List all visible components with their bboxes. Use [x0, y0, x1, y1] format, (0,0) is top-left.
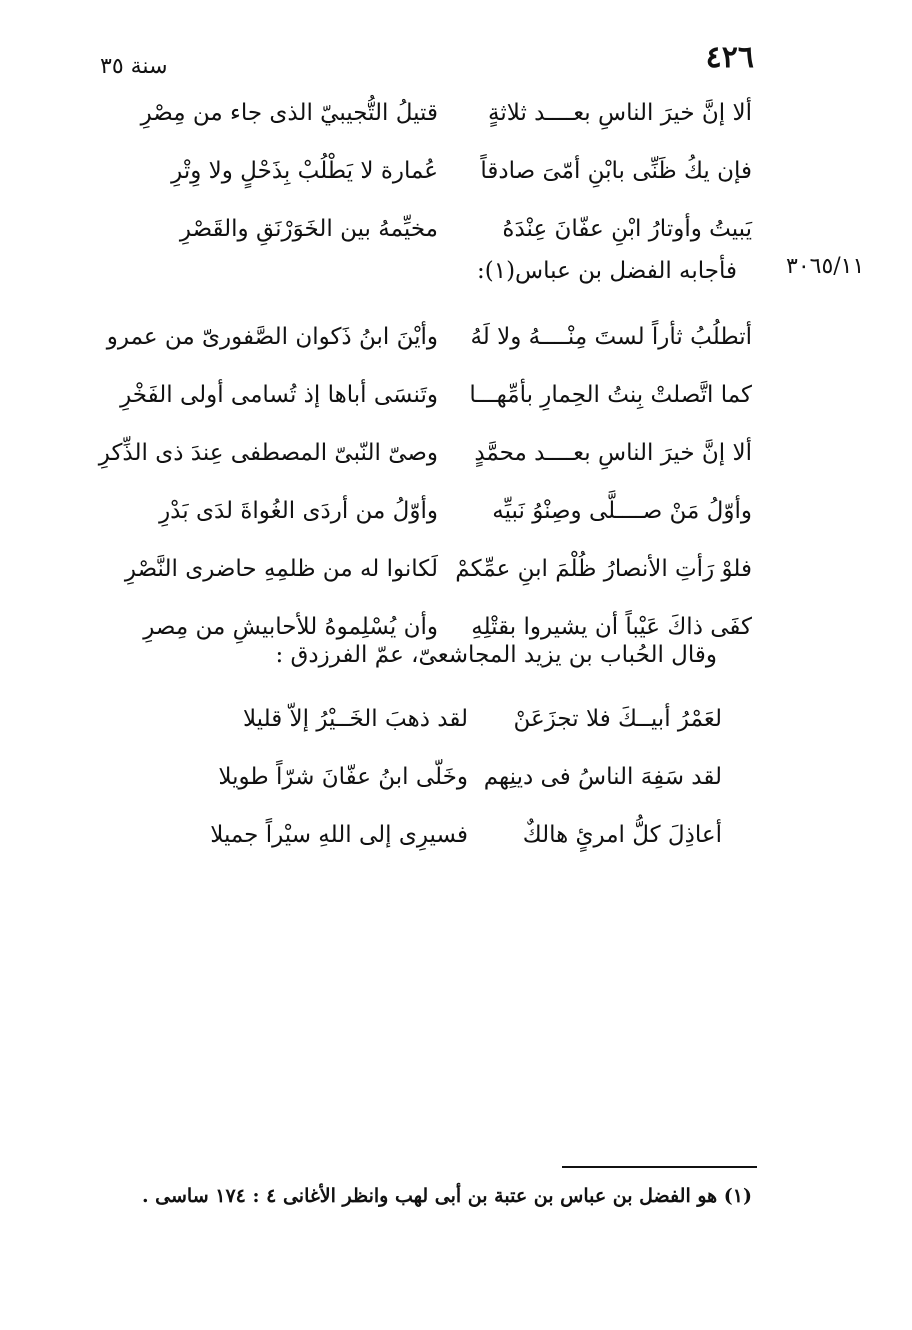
verse-second-hemistich: وأن يُسْلِموهُ للأحابيشِ من مِصرِ [143, 614, 438, 640]
verse-second-hemistich: لقد ذهبَ الخَــيْرُ إلاّ قليلا [242, 706, 468, 732]
verse-second-hemistich: وخَلّى ابنُ عفّانَ شرّاً طويلا [218, 764, 468, 790]
footnote-divider [562, 1166, 757, 1168]
verse-line [100, 200, 760, 258]
verse-first-hemistich: فإن يكُ ظَنِّى بابْنِ أمّىَ صادقاً [480, 158, 752, 184]
narration-line: وقال الحُباب بن يزيد المجاشعىّ، عمّ الفرزدق : [275, 642, 717, 668]
verse-line [100, 142, 760, 200]
verse-line [100, 540, 760, 598]
year-header: سنة ٣٥ [100, 54, 168, 79]
verse-first-hemistich: لعَمْرُ أبيــكَ فلا تجزَعَنْ [513, 706, 722, 732]
verse-line [100, 424, 760, 482]
verse-line [100, 366, 760, 424]
verse-second-hemistich: وأوّلُ من أردَى الغُواةَ لدَى بَدْرِ [159, 498, 438, 524]
verse-first-hemistich: فلوْ رَأتِ الأنصارُ ظُلْمَ ابنِ عمِّكمْ [455, 556, 752, 582]
verse-first-hemistich: كما اتَّصلتْ بِنتُ الحِمارِ بأمِّهـــا [469, 382, 752, 408]
verse-first-hemistich: ألا إنَّ خيرَ الناسِ بعــــد ثلاثةٍ [488, 100, 752, 126]
verse-first-hemistich: وأوّلُ مَنْ صــــلَّى وصِنْوُ نَبيِّه [492, 498, 752, 524]
verse-first-hemistich: أعاذِلَ كلُّ امرئٍ هالكٌ [522, 822, 722, 848]
narration-line: فأجابه الفضل بن عباس(١): [476, 258, 737, 284]
verse-second-hemistich: لَكانوا له من ظلمِهِ حاضرى النَّصْرِ [124, 556, 438, 582]
poem-3 [130, 690, 730, 864]
verse-line [130, 748, 730, 806]
footnote: (١) هو الفضل بن عباس بن عتبة بن أبى لهب وانظر الأغانى ٤ : ١٧٤ ساسى . [141, 1185, 752, 1207]
verse-line [100, 482, 760, 540]
verse-line [130, 690, 730, 748]
verse-first-hemistich: كفَى ذاكَ عَيْباً أن يشيروا بقتْلِهِ [471, 614, 752, 640]
verse-line [100, 308, 760, 366]
verse-line [100, 84, 760, 142]
page-number: ٤٢٦ [705, 40, 754, 75]
verse-second-hemistich: قتيلُ التُّجيبيّ الذى جاء من مِصْرِ [140, 100, 438, 126]
verse-second-hemistich: وأيْنَ ابنُ ذَكوان الصَّفورىّ من عمرو [106, 324, 438, 350]
poem-1 [100, 84, 760, 258]
verse-line [130, 806, 730, 864]
verse-second-hemistich: وتَنسَى أباها إذ تُسامى أولى الفَخْرِ [120, 382, 438, 408]
verse-second-hemistich: وصىّ النّبىّ المصطفى عِندَ ذى الذِّكرِ [98, 440, 438, 466]
verse-first-hemistich: أتطلُبُ ثأراً لستَ مِنْــــهُ ولا لَهُ [470, 324, 752, 350]
verse-second-hemistich: عُمارة لا يَطْلُبْ بِذَحْلٍ ولا وِتْرِ [171, 158, 438, 184]
margin-reference: ٣٠٦٥/١١ [786, 254, 865, 279]
verse-first-hemistich: لقد سَفِهَ الناسُ فى دينِهم [483, 764, 722, 790]
verse-second-hemistich: مخيِّمهُ بين الخَوَرْنَقِ والقَصْرِ [179, 216, 438, 242]
verse-first-hemistich: ألا إنَّ خيرَ الناسِ بعــــد محمَّدٍ [474, 440, 752, 466]
verse-second-hemistich: فسيرِى إلى اللهِ سيْراً جميلا [210, 822, 468, 848]
verse-first-hemistich: يَبيتُ وأوتارُ ابْنِ عفّانَ عِنْدَهُ [502, 216, 752, 242]
poem-2 [100, 308, 760, 656]
